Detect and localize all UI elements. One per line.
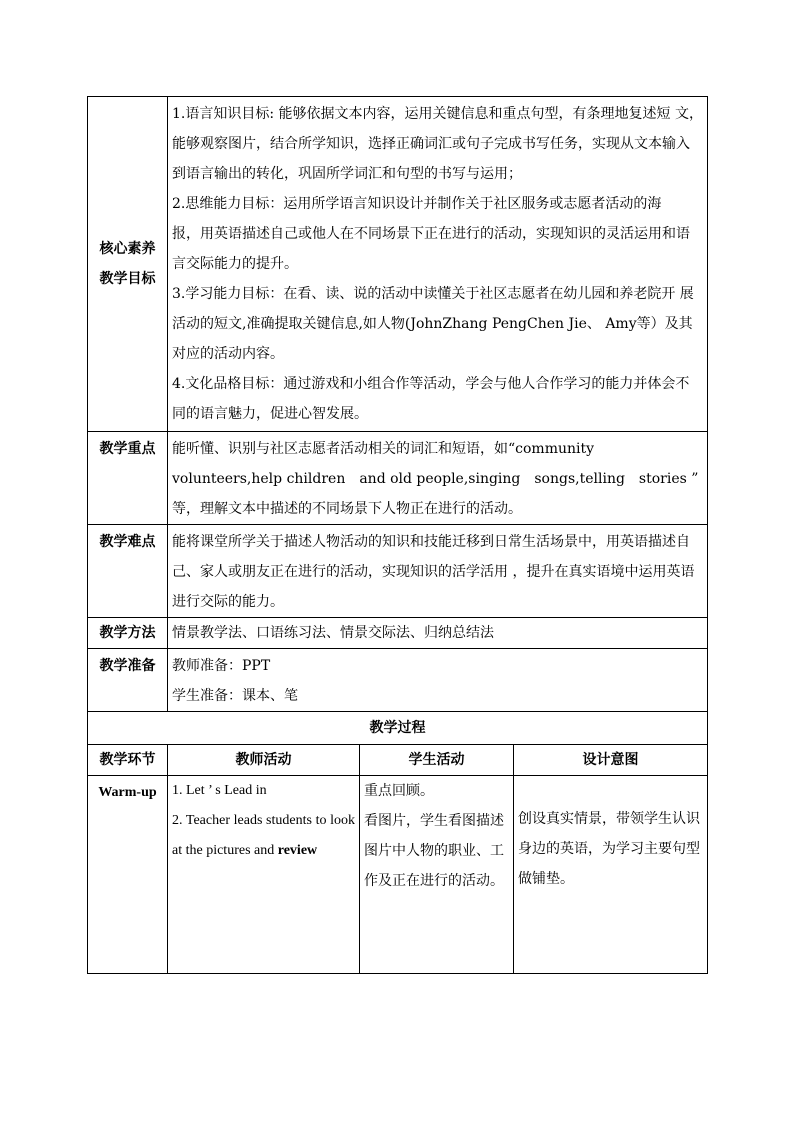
- difficulties-text: 能将课堂所学关于描述人物活动的知识和技能迁移到日常生活场景中，用英语描述自己、家人或朋友正在进行的活动，实现知识的活学活用 ，提升在真实语境中运用英语进行交际的能力。: [168, 525, 708, 618]
- design-intent: 创设真实情景，带领学生认识身边的英语，为学习主要句型做铺垫。: [514, 776, 708, 974]
- student-prep: 学生准备：课本、笔: [172, 688, 298, 704]
- teacher-prep: 教师准备：PPT: [172, 658, 271, 674]
- difficulties-row: [88, 525, 708, 618]
- col-stage-header: 教学环节: [88, 745, 168, 776]
- preparation-text: [168, 649, 708, 712]
- goals-label: 核心素养 教学目标: [88, 97, 168, 432]
- goal-thinking: 2.思维能力目标：运用所学语言知识设计并制作关于社区服务或志愿者活动的海 报，用英语描述自己或他人在不同场景下正在进行的活动，实现知识的灵活运用和语言交际能力的提升。: [172, 196, 690, 272]
- stage-cell: Warm-up: [88, 776, 168, 974]
- teacher-activity: 1. Let ’ s Lead in 2. Teacher leads students to look at the pictures and review: [168, 776, 360, 974]
- methods-label: 教学方法: [88, 618, 168, 649]
- col-student-header: 学生活动: [360, 745, 514, 776]
- goals-content: [168, 97, 708, 432]
- process-title: 教学过程: [88, 712, 708, 745]
- goal-culture: 4.文化品格目标：通过游戏和小组合作等活动，学会与他人合作学习的能力并体会不同的语言魅力，促进心智发展。: [172, 376, 690, 422]
- methods-row: [88, 618, 708, 649]
- key-points-row: [88, 432, 708, 525]
- preparation-label: 教学准备: [88, 649, 168, 712]
- key-points-label: 教学重点: [88, 432, 168, 525]
- lesson-plan-table: [87, 96, 708, 974]
- goals-row: [88, 97, 708, 432]
- preparation-row: [88, 649, 708, 712]
- col-design-header: 设计意图: [514, 745, 708, 776]
- methods-text: 情景教学法、口语练习法、情景交际法、归纳总结法: [168, 618, 708, 649]
- difficulties-label: 教学难点: [88, 525, 168, 618]
- process-title-row: [88, 712, 708, 745]
- goal-learning: 3.学习能力目标：在看、读、说的活动中读懂关于社区志愿者在幼儿园和养老院开 展活动的短文,准确提取关键信息,如人物(JohnZhang PengChen Jie、 Amy等）及其对应的活动内容。: [172, 286, 694, 362]
- col-teacher-header: 教师活动: [168, 745, 360, 776]
- warmup-row: [88, 776, 708, 974]
- goal-language: 1.语言知识目标: 能够依据文本内容，运用关键信息和重点句型，有条理地复述短 文，能够观察图片，结合所学知识，选择正确词汇或句子完成书写任务，实现从文本输入到语言输出的转化，巩固所学词汇和句型的书写与运用；: [172, 106, 703, 182]
- student-activity: 重点回顾。 看图片，学生看图描述图片中人物的职业、工作及正在进行的活动。: [360, 776, 514, 974]
- process-header-row: [88, 745, 708, 776]
- review-word: review: [277, 843, 318, 858]
- key-points-text: 能听懂、识别与社区志愿者活动相关的词汇和短语，如“community volunteers,help children and old people,singing songs,telling stories ” 等，理解文本中描述的不同场景下人物正在进行的活动。: [168, 432, 708, 525]
